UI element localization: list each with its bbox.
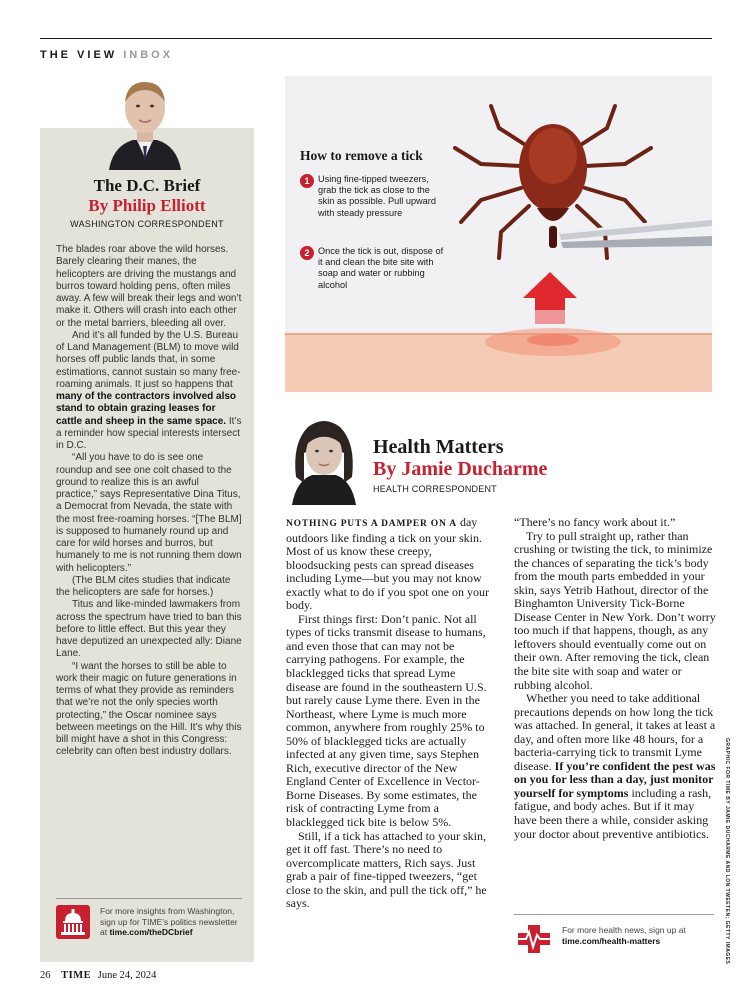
medical-cross-heartbeat-icon xyxy=(516,923,552,955)
tick-removal-graphic xyxy=(285,76,712,392)
dc-brief-link[interactable]: time.com/theDCbrief xyxy=(109,927,193,937)
philip-elliott-photo xyxy=(105,76,185,170)
step-text: Using fine-tipped tweezers, grab the tick as close to the skin as possible. Pull upward with steady pressure xyxy=(318,174,436,218)
health-matters-link[interactable]: time.com/health-matters xyxy=(562,936,661,946)
health-matters-role: HEALTH CORRESPONDENT xyxy=(373,484,497,494)
dc-brief-promo-text xyxy=(100,906,242,938)
health-matters-byline: By Jamie Ducharme xyxy=(373,458,548,480)
health-paragraph-3: Still, if a tick has attached to your skin, get it off fast. There’s no need to overcomplicate matters, Rich says. Just grab a pair of fine-tipped tweezers, “get close to the skin, and pull the tick off,” he says. xyxy=(286,828,487,911)
health-paragraph-6 xyxy=(514,692,718,841)
dc-paragraph-2 xyxy=(56,330,242,453)
dc-promo-copy: For more insights from Washington, sign up for TIME’s politics newsletter at xyxy=(100,906,238,937)
health-column-2 xyxy=(514,516,718,841)
dc-brief-newsletter-promo xyxy=(56,898,242,942)
jamie-ducharme-photo xyxy=(286,413,362,505)
page-number: 26 xyxy=(40,970,51,981)
health-paragraph-1-text: day outdoors like finding a tick on your skin. Most of us know these creepy, bloodsucking pests can spread diseases including Lyme—but you may not know exactly what to do if you spot one on your body. xyxy=(286,515,489,613)
dc-paragraph-2-text-a: And it’s all funded by the U.S. Bureau of Land Management (BLM) to move wild horses off public lands that, in some estimations, cannot sustain so many free-roaming animals. It just so happens that xyxy=(56,329,241,390)
graphic-title: How to remove a tick xyxy=(300,148,423,163)
magazine-name: TIME xyxy=(61,970,92,981)
health-paragraph-1 xyxy=(286,516,490,613)
step-number-badge: 2 xyxy=(300,246,314,260)
dc-brief-role: WASHINGTON CORRESPONDENT xyxy=(70,219,224,229)
dc-paragraph-1: The blades roar above the wild horses. Barely clearing their manes, the helicopters are driving the mustangs and burros toward holding pens, often miles away. A few will break their legs and won’t make it. Others will crash into each other or the metal barriers, bleeding all over. xyxy=(56,244,242,329)
dc-paragraph-4: (The BLM cites studies that indicate the helicopters are safe for horses.) xyxy=(56,574,231,598)
dc-brief-title: The D.C. Brief xyxy=(93,176,201,195)
dc-brief-byline: By Philip Elliott xyxy=(88,196,206,215)
health-paragraph-6-text-a: Whether you need to take additional precautions depends on how long the tick was attached. In general, it takes at least a day, and often more like 48 hours, for a bacteria-carrying tick to transmit Lyme disease. xyxy=(514,691,716,773)
dc-paragraph-5: Titus and like-minded lawmakers from across the spectrum have tried to ban this before to little effect. But this year they have deputized an unexpected ally: Diane Lane. xyxy=(56,599,242,660)
dc-paragraph-2-text-c: It’s a reminder how special interests intersect in D.C. xyxy=(56,415,242,451)
lead-in-smallcaps: NOTHING PUTS A DAMPER ON A xyxy=(286,519,457,529)
section-label xyxy=(40,49,173,61)
page-folio xyxy=(40,970,156,981)
health-column-1 xyxy=(286,516,490,911)
step-text: Once the tick is out, dispose of it and clean the bite site with soap and water or rubbing alcohol xyxy=(318,246,444,290)
graphic-credit-text: GRAPHIC FOR TIME BY JAMIE DUCHARME AND LON TWEETEN; GETTY IMAGES xyxy=(724,738,730,965)
health-newsletter-promo xyxy=(514,914,714,958)
dc-paragraph-2-bold: many of the contractors involved also stand to obtain grazing leases for cattle and sheep in the same space. xyxy=(56,391,237,427)
issue-date: June 24, 2024 xyxy=(97,970,157,981)
health-paragraph-5: Try to pull straight up, rather than crushing or twisting the tick, to minimize the chances of separating the tick’s body from the mouth parts embedded in your skin, says Yetrib Hathout, director of the Binghamton University Tick-Borne Disease Center in New York. Don’t worry too much if that happens, though, as any leftovers should eventually come out on their own. After removing the tick, clean the bite site with soap and water or rubbing alcohol. xyxy=(514,528,716,692)
top-rule xyxy=(40,38,712,39)
dc-paragraph-6: “I want the horses to still be able to work their magic on future generations in terms of what they provide as reminders that we’re not the only species worth protecting,” the Oscar nominee says between meetings on the Hill. It’s why this bill might have a shot in this Congress: celebrity can often best industry dollars. xyxy=(56,660,242,758)
graphic-credit xyxy=(722,738,732,965)
health-paragraph-4: “There’s no fancy work about it.” xyxy=(514,515,676,529)
section-name: THE VIEW xyxy=(40,49,118,61)
health-paragraph-6-bold: If you’re confident the pest was on you for less than a day, just monitor yourself for symptoms xyxy=(514,758,716,800)
subsection-name: INBOX xyxy=(123,49,174,61)
health-promo-copy: For more health news, sign up at xyxy=(562,925,686,935)
dc-paragraph-3: “All you have to do is see one roundup and see one colt chased to the ground to realize this is an awful practice,” says Representative Dina Titus, a Democrat from Nevada, the state with the most free-roaming horses. “[The BLM] is supposed to humanely round up and care for wild horses and burros, but humanely to me is not running them down with helicopters.” xyxy=(56,452,242,574)
capitol-dome-icon xyxy=(56,905,90,939)
health-paragraph-6-text-c: including a rash, fatigue, and body aches. But if it may have been there a while, consider asking your doctor about preventive antibiotics. xyxy=(514,785,712,841)
health-promo-text xyxy=(562,925,714,947)
health-paragraph-2: First things first: Don’t panic. Not all types of ticks transmit disease to humans, and even those that can may not be carrying pathogens. For example, the blacklegged ticks that spread Lyme disease are found in the southeastern U.S. but rarely cause Lyme there. Even in the Northeast, where Lyme is much more common, anywhere from roughly 25% to 50% of blacklegged ticks are actually infected at any given time, says Stephen Rich, executive director of the New England Center of Excellence in Vector-Borne Diseases. By some estimates, the risk of contracting Lyme from a blacklegged tick bite is below 5%. xyxy=(286,611,487,830)
health-matters-title: Health Matters xyxy=(373,436,504,458)
dc-brief-body xyxy=(56,244,242,759)
step-number-badge: 1 xyxy=(300,174,314,188)
